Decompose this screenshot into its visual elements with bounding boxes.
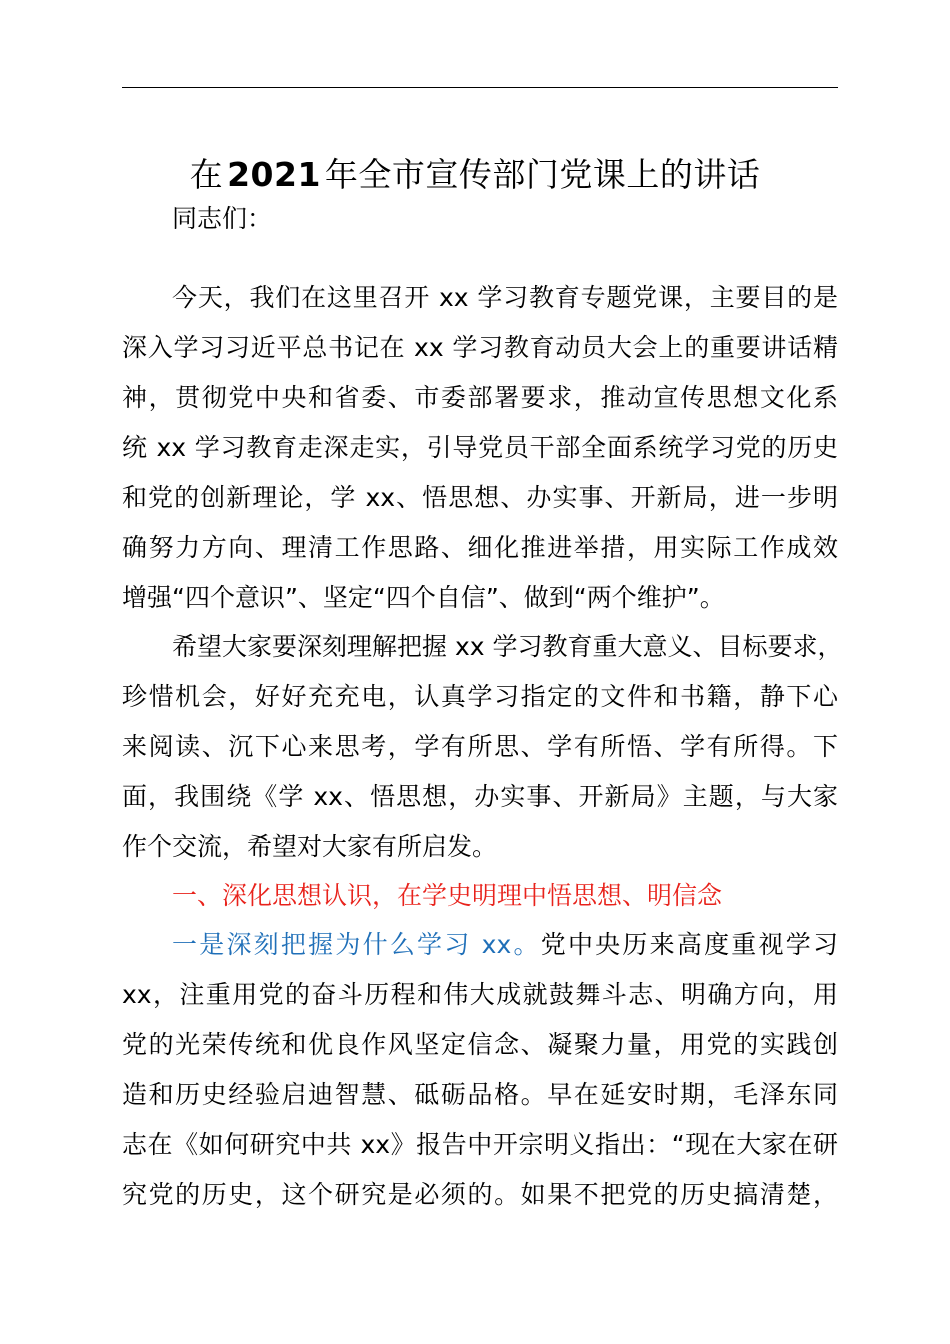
paragraph-2-line: 作个交流，希望对大家有所启发。 xyxy=(122,832,498,861)
paragraph-3-line: 志在《如何研究中共 xx》报告中开宗明义指出：“现在大家在研 xyxy=(122,1130,838,1159)
title-prefix: 在 xyxy=(189,155,224,194)
salutation: 同志们： xyxy=(172,204,273,233)
paragraph-2-line: 珍惜机会，好好充充电，认真学习指定的文件和书籍，静下心 xyxy=(122,682,838,711)
title-year: 2021 xyxy=(227,155,321,194)
paragraph-1-line: 增强“四个意识”、坚定“四个自信”、做到“两个维护”。 xyxy=(122,583,725,612)
section-heading: 一、深化思想认识，在学史明理中悟思想、明信念 xyxy=(172,881,723,910)
paragraph-3-line: xx，注重用党的奋斗历程和伟大成就鼓舞斗志、明确方向，用 xyxy=(122,980,838,1009)
paragraph-3-first-line xyxy=(172,926,838,964)
paragraph-3-line: 究党的历史，这个研究是必须的。如果不把党的历史搞清楚， xyxy=(122,1180,838,1209)
paragraph-2-line: 来阅读、沉下心来思考，学有所思、学有所悟、学有所得。下 xyxy=(122,732,838,761)
paragraph-1-line: 和党的创新理论，学 xx、悟思想、办实事、开新局，进一步明 xyxy=(122,483,838,512)
page-title xyxy=(0,151,950,199)
paragraph-1-line: 今天，我们在这里召开 xx 学习教育专题党课，主要目的是 xyxy=(172,283,838,312)
title-suffix: 年全市宣传部门党课上的讲话 xyxy=(324,155,761,194)
subheading: 一是深刻把握为什么学习 xx。 xyxy=(172,930,541,959)
paragraph-3-line: 造和历史经验启迪智慧、砥砺品格。早在延安时期，毛泽东同 xyxy=(122,1080,838,1109)
paragraph-2-line: 面，我围绕《学 xx、悟思想，办实事、开新局》主题，与大家 xyxy=(122,782,838,811)
paragraph-2-line: 希望大家要深刻理解把握 xx 学习教育重大意义、目标要求， xyxy=(172,632,843,661)
paragraph-1-line: 神，贯彻党中央和省委、市委部署要求，推动宣传思想文化系 xyxy=(122,383,838,412)
paragraph-3-line: 党的光荣传统和优良作风坚定信念、凝聚力量，用党的实践创 xyxy=(122,1030,838,1059)
paragraph-1-line: 确努力方向、理清工作思路、细化推进举措，用实际工作成效 xyxy=(122,533,838,562)
paragraph-1-line: 深入学习习近平总书记在 xx 学习教育动员大会上的重要讲话精 xyxy=(122,333,838,362)
paragraph-1-line: 统 xx 学习教育走深走实，引导党员干部全面系统学习党的历史 xyxy=(122,433,838,462)
header-rule xyxy=(122,87,838,88)
paragraph-3-first-rest: 党中央历来高度重视学习 xyxy=(540,930,838,959)
